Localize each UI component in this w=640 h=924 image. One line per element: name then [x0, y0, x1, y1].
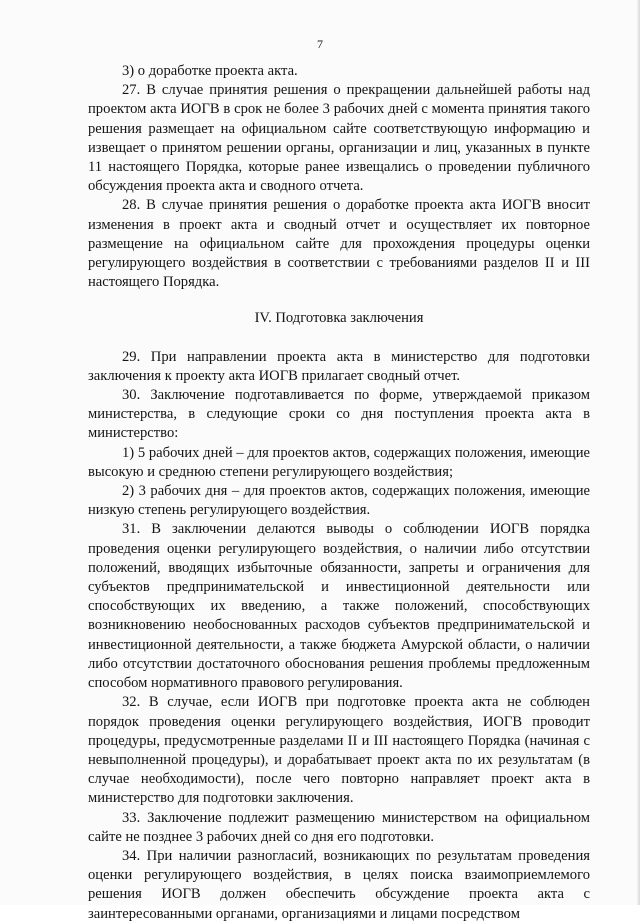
paragraph-31: 31. В заключении делаются выводы о соблюдении ИОГВ порядка проведения оценки регулирующего воздействия, о наличии либо отсутствии положений, вводящих избыточные обязанности, запреты и ограничения для субъектов предпринимательской и инвестиционной деятельности или способствующих их введению, а также положений, способствующих возникновению необоснованных расходов субъектов предпринимательской и инвестиционной деятельности, а также бюджета Амурской области, о наличии либо отсутствии достаточного обоснования решения проблемы предложенным способом нормативного правового регулирования.: [88, 521, 590, 692]
paragraph-29: 29. При направлении проекта акта в министерство для подготовки заключения к проекту акта ИОГВ прилагает сводный отчет.: [88, 348, 590, 384]
paragraph-30-item-2: 2) 3 рабочих дня – для проектов актов, содержащих положения, имеющие низкую степень регулирующего воздействия.: [88, 483, 590, 519]
paragraph-34: 34. При наличии разногласий, возникающих по результатам проведения оценки регулирующего воздействия, в целях поиска взаимоприемлемого решения ИОГВ должен обеспечить обсуждение проекта акта с заинтересованными органами, организациями и лицами посредством: [88, 847, 590, 922]
paragraph-30: 30. Заключение подготавливается по форме, утверждаемой приказом министерства, в следующие сроки со дня поступления проекта акта в министерство:: [88, 387, 590, 442]
section-heading: IV. Подготовка заключения: [254, 310, 424, 327]
paragraph-28: 28. В случае принятия решения о доработке проекта акта ИОГВ вносит изменения в проект акта и сводный отчет и осуществляет их повторное размещение на официальном сайте для прохождения процедуры оценки регулирующего воздействия в соответствии с требованиями разделов II и III настоящего Порядка.: [88, 197, 590, 291]
paragraph-item-3-rework: 3) о доработке проекта акта.: [122, 63, 298, 79]
page-number: 7: [317, 37, 323, 51]
paragraph-27: 27. В случае принятия решения о прекращении дальнейшей работы над проектом акта ИОГВ в срок не более 3 рабочих дней с момента принятия такого решения размещает на официальном сайте соответствующую информацию и извещает о принятом решении органы, организации и лиц, указанных в пункте 11 настоящего Порядка, которые ранее извещались о проведении публичного обсуждения проекта акта и сводного отчета.: [88, 82, 590, 195]
paragraph-32: 32. В случае, если ИОГВ при подготовке проекта акта не соблюден порядок проведения оценки регулирующего воздействия, ИОГВ проводит процедуры, предусмотренные разделами II и III настоящего Порядка (начиная с невыполненной процедуры), и дорабатывает проект акта по их результатам (в случае необходимости), после чего повторно направляет проект акта в министерство для подготовки заключения.: [88, 694, 590, 807]
paragraph-33: 33. Заключение подлежит размещению министерством на официальном сайте не позднее 3 рабочих дней со дня его подготовки.: [88, 809, 590, 845]
paragraph-30-item-1: 1) 5 рабочих дней – для проектов актов, содержащих положения, имеющие высокую и среднюю степени регулирующего воздействия;: [88, 444, 590, 480]
document-body: [88, 62, 590, 924]
